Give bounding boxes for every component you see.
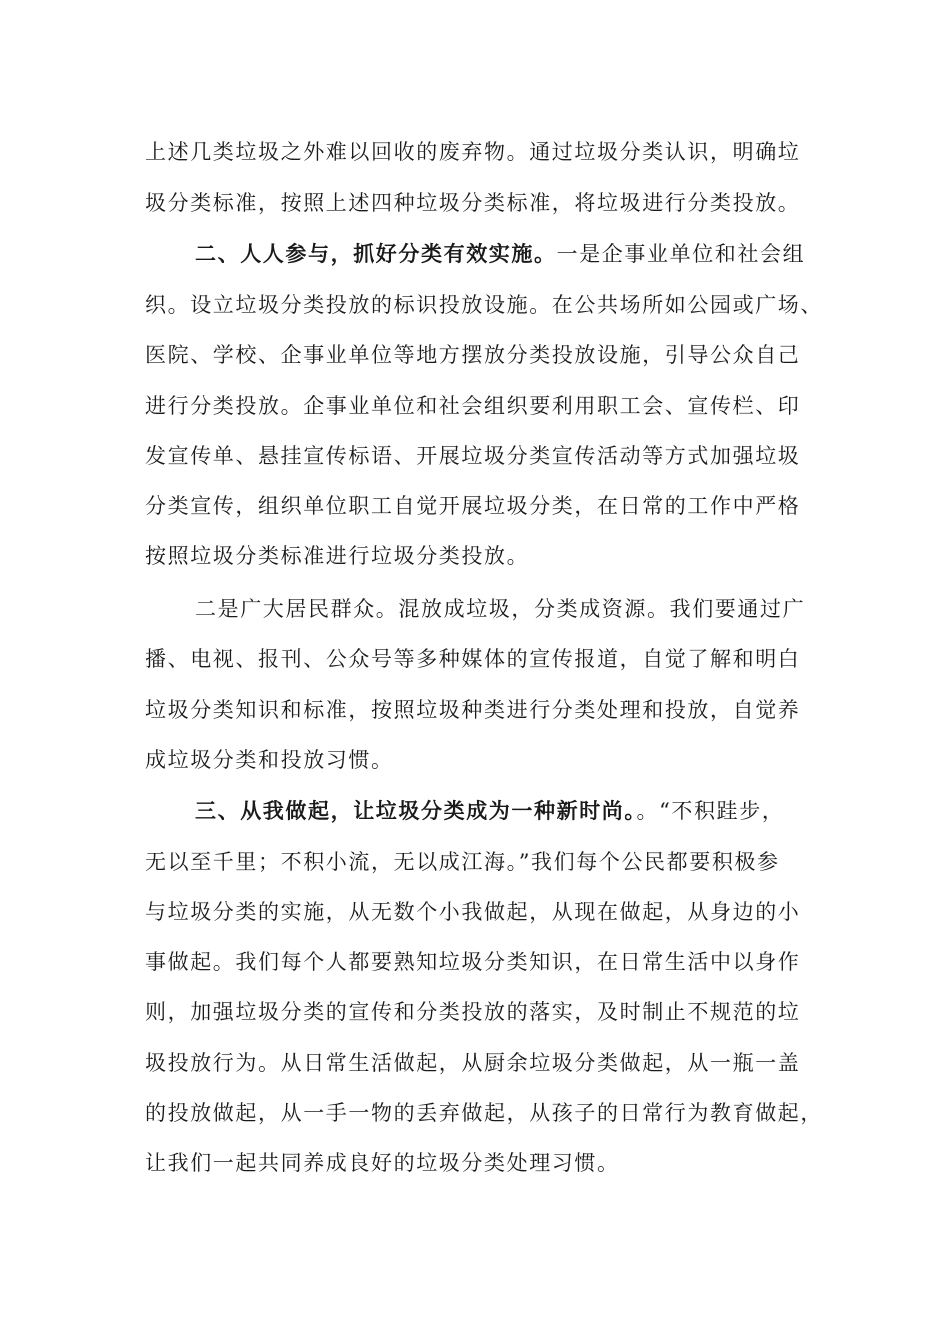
para4-line-1	[195, 796, 825, 826]
para4-line-1-text: 。“不积跬步，	[636, 799, 785, 823]
section-heading-3: 三、从我做起，让垃圾分类成为一种新时尚。	[195, 798, 637, 823]
para4-line-2: 无以至千里；不积小流，无以成江海。”我们每个公民都要积极参	[145, 850, 780, 874]
para2-line-2: 织。设立垃圾分类投放的标识投放设施。在公共场所如公园或广场、	[145, 293, 823, 317]
para2-line-7: 按照垃圾分类标准进行垃圾分类投放。	[145, 544, 530, 568]
para1-line-2: 圾分类标准，按照上述四种垃圾分类标准，将垃圾进行分类投放。	[145, 191, 801, 215]
para4-line-6: 圾投放行为。从日常生活做起，从厨余垃圾分类做起，从一瓶一盖	[145, 1051, 801, 1075]
para1-line-1: 上述几类垃圾之外难以回收的废弃物。通过垃圾分类认识，明确垃	[145, 140, 801, 164]
para2-line-5: 发宣传单、悬挂宣传标语、开展垃圾分类宣传活动等方式加强垃圾	[145, 444, 801, 468]
para4-line-8: 让我们一起共同养成良好的垃圾分类处理习惯。	[145, 1151, 620, 1175]
para2-line-3: 医院、学校、企事业单位等地方摆放分类投放设施，引导公众自己	[145, 343, 801, 367]
para3-line-2: 播、电视、报刊、公众号等多种媒体的宣传报道，自觉了解和明白	[145, 647, 801, 671]
para3-line-3: 垃圾分类知识和标准，按照垃圾种类进行分类处理和投放，自觉养	[145, 698, 801, 722]
section-heading-2: 二、人人参与，抓好分类有效实施。	[195, 241, 557, 266]
para2-line-1-text: 一是企事业单位和社会组	[556, 242, 806, 266]
para4-line-5: 则，加强垃圾分类的宣传和分类投放的落实，及时制止不规范的垃	[145, 1000, 801, 1024]
para4-line-4: 事做起。我们每个人都要熟知垃圾分类知识，在日常生活中以身作	[145, 950, 801, 974]
para2-line-4: 进行分类投放。企事业单位和社会组织要利用职工会、宣传栏、印	[145, 394, 801, 418]
para3-line-4: 成垃圾分类和投放习惯。	[145, 748, 394, 772]
para2-line-1	[195, 239, 825, 269]
para2-line-6: 分类宣传，组织单位职工自觉开展垃圾分类，在日常的工作中严格	[145, 494, 801, 518]
para4-line-7: 的投放做起，从一手一物的丢弃做起，从孩子的日常行为教育做起，	[145, 1101, 823, 1125]
para4-line-3: 与垃圾分类的实施，从无数个小我做起，从现在做起，从身边的小	[145, 900, 801, 924]
para3-line-1: 二是广大居民群众。混放成垃圾，分类成资源。我们要通过广	[195, 597, 806, 621]
